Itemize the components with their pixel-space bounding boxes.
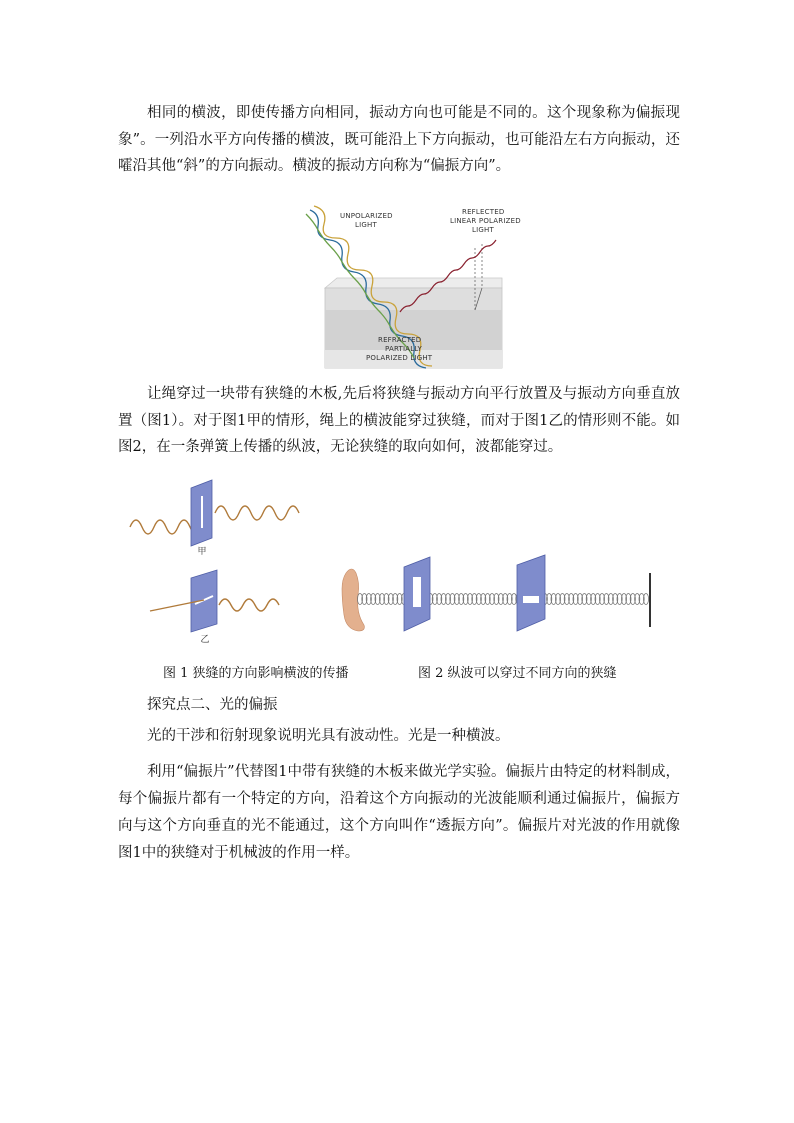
section-heading: 探究点二、光的偏振 — [147, 697, 278, 713]
unpolarized-label-1: UNPOLARIZED — [340, 212, 393, 220]
refracted-label-2: PARTIALLY — [385, 345, 422, 353]
paragraph-rope-slit: 让绳穿过一块带有狭缝的木板,先后将狭缝与振动方向平行放置及与振动方向垂直放置（图1）。对于图1甲的情形，绳上的横波能穿过狭缝，而对于图1乙的情形则不能。如图2，在一条弹簧上传播的纵波，无论狭缝的取向如何，波都能穿过。 — [118, 386, 680, 455]
paragraph-polarization-intro: 相同的横波，即使传播方向相同，振动方向也可能是不同的。这个现象称为偏振现象”。一列沿水平方向传播的横波，既可能沿上下方向振动，也可能沿左右方向振动，还嚯沿其他“斜”的方向振动。横波的振动方向称为“偏振方向”。 — [118, 105, 680, 174]
paragraph-polarizer: 利用“偏振片”代替图1中带有狭缝的木板来做光学实验。偏振片由特定的材料制成，每个偏振片都有一个特定的方向，沿着这个方向振动的光波能顺利通过偏振片，偏振方向与这个方向垂直的光不能通过，这个方向叫作“透振方向”。偏振片对光波的作用就像图1中的狭缝对于机械波的作用一样。 — [118, 764, 680, 861]
figure1-slit-transverse — [125, 480, 300, 648]
paragraph-light-transverse: 光的干涉和衍射现象说明光具有波动性。光是一种横波。 — [147, 728, 510, 744]
figure2-caption: 图 2 纵波可以穿过不同方向的狭缝 — [418, 666, 617, 681]
figure1-label-b: 乙 — [200, 635, 210, 645]
figure2-slit-longitudinal — [330, 555, 660, 635]
reflected-label-3: LIGHT — [472, 226, 494, 234]
figure1-caption: 图 1 狭缝的方向影响横波的传播 — [163, 666, 349, 681]
refracted-label-3: POLARIZED LIGHT — [366, 354, 433, 362]
polarization-reflection-figure — [300, 200, 521, 375]
unpolarized-label-2: LIGHT — [355, 221, 377, 229]
reflected-label-1: REFLECTED — [462, 208, 505, 216]
figure-captions — [0, 660, 794, 684]
refracted-label-1: REFRACTED — [378, 336, 422, 344]
reflected-label-2: LINEAR POLARIZED — [450, 217, 521, 225]
figure1-label-a: 甲 — [197, 547, 207, 557]
